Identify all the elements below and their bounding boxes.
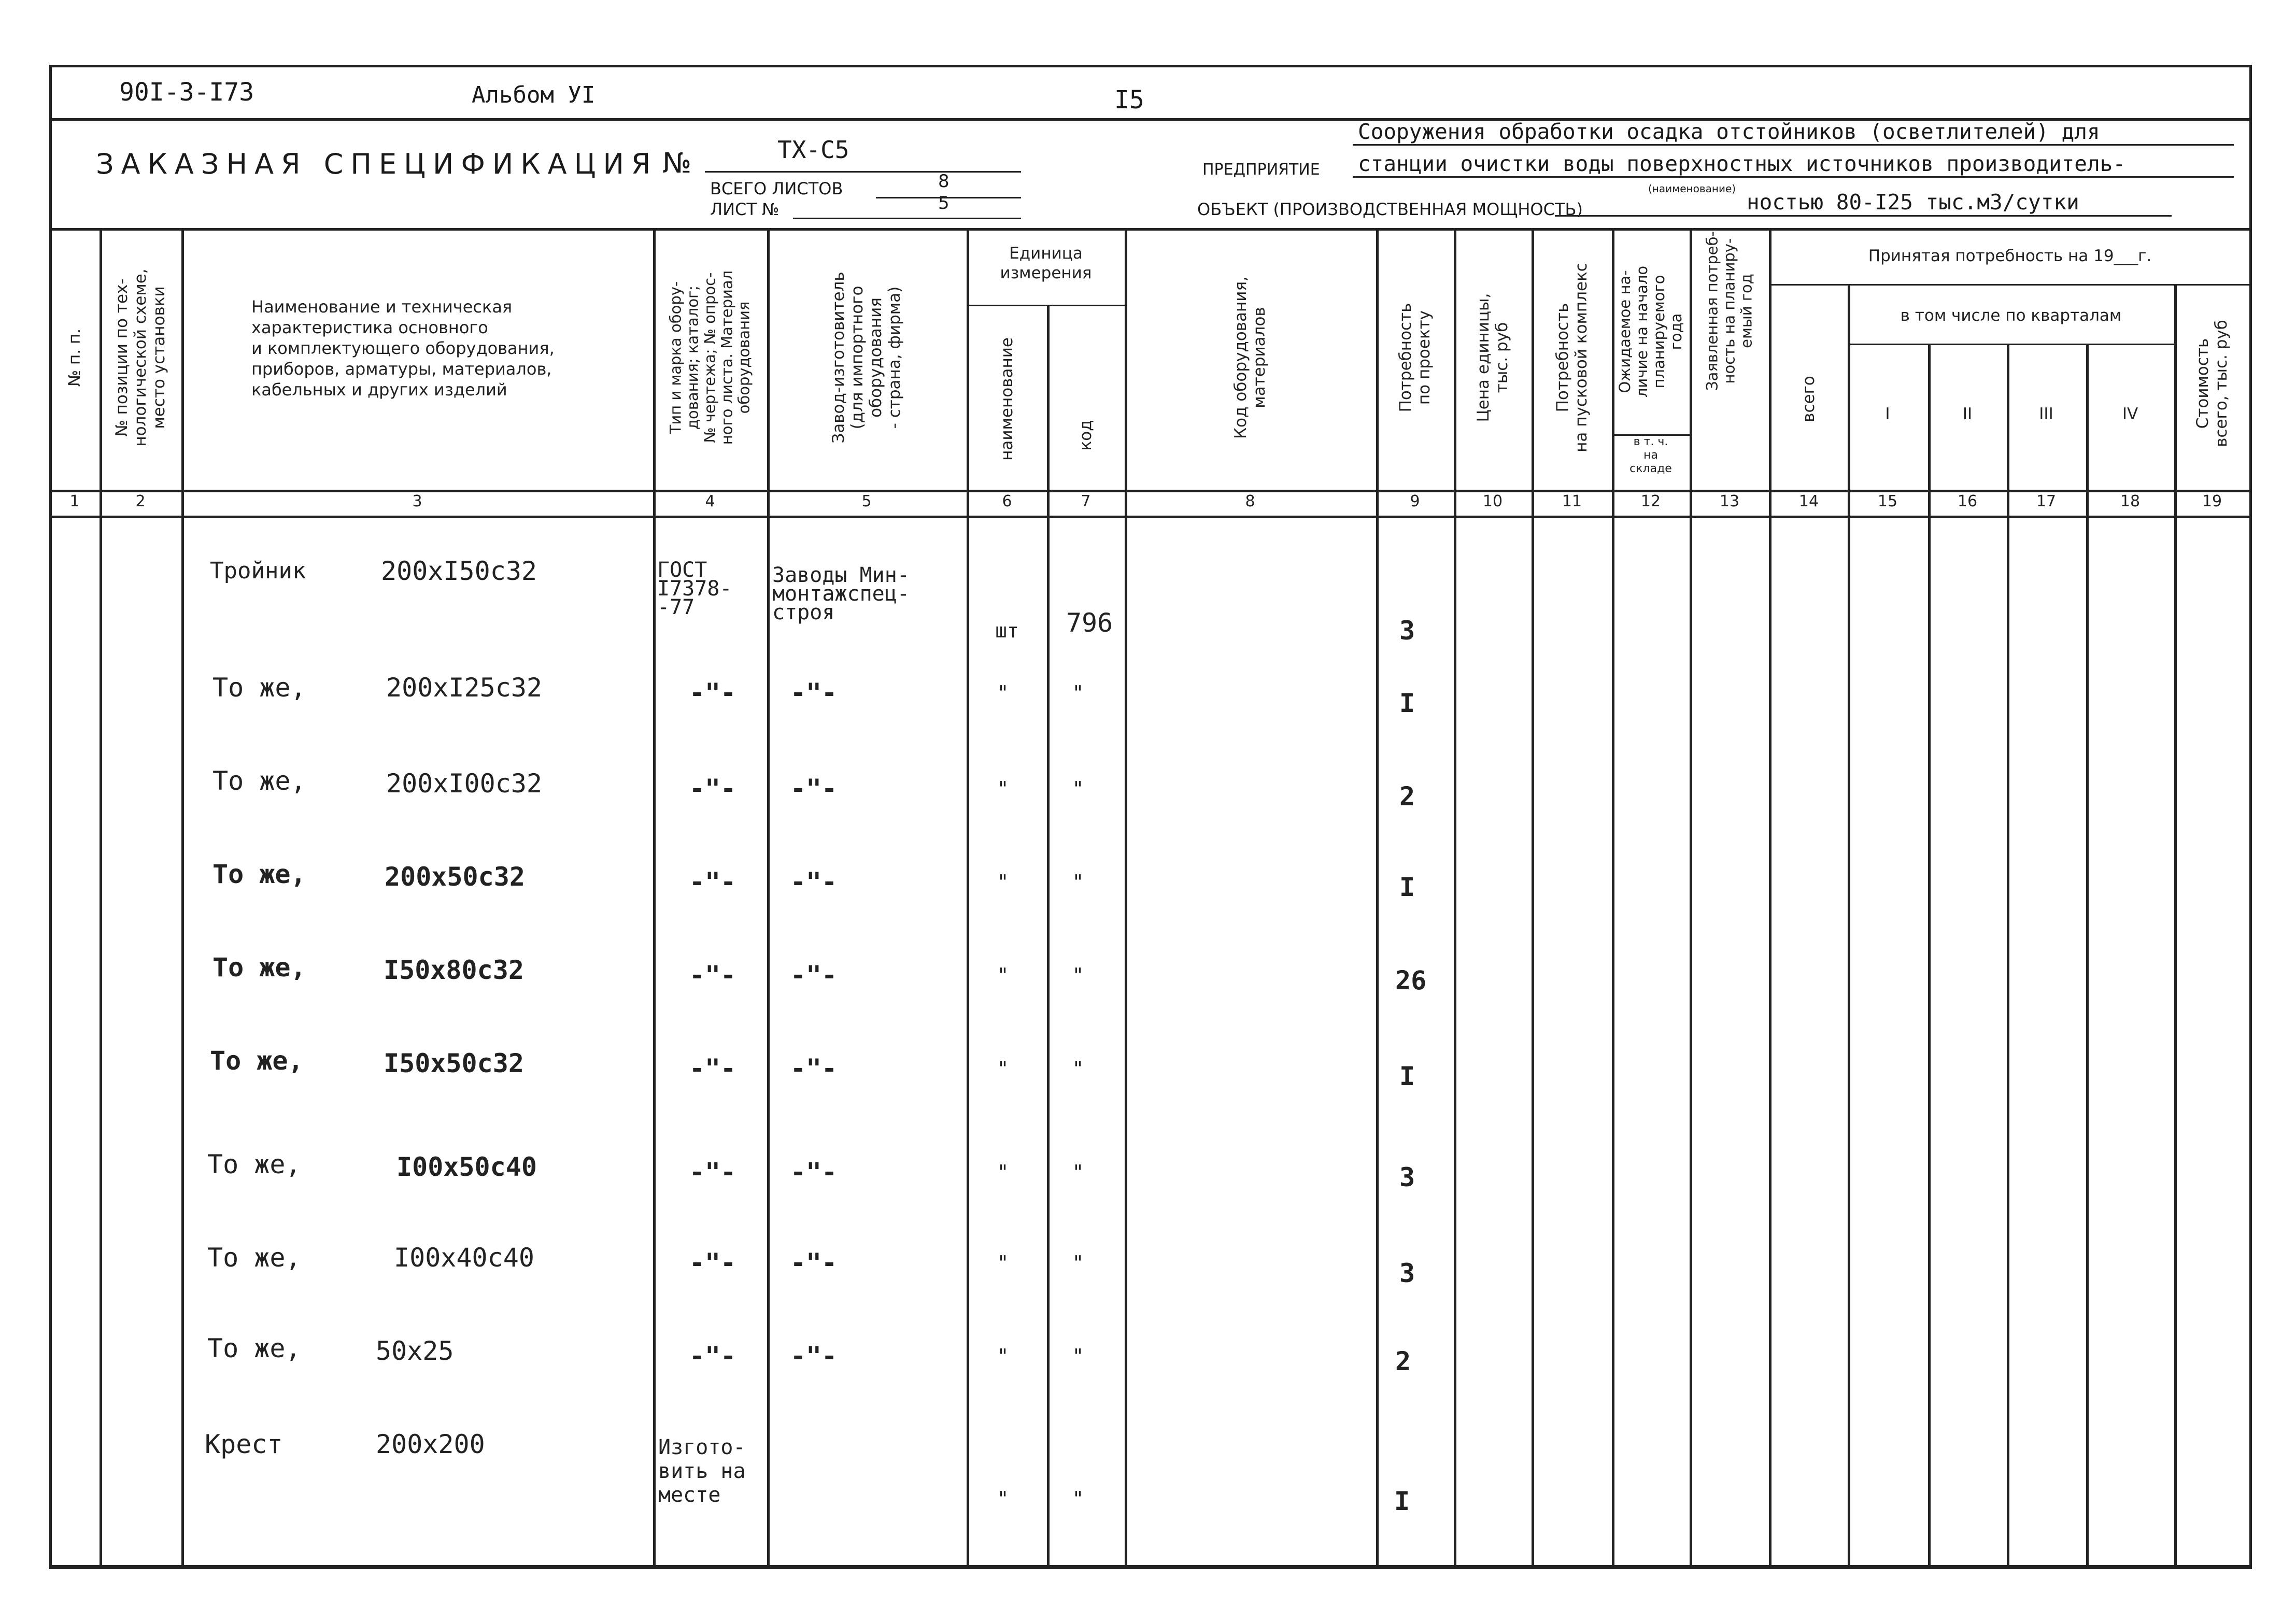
row-size: I50х80с32	[384, 955, 524, 985]
header-c18: IV	[2122, 405, 2138, 423]
row-code: "	[1072, 964, 1084, 987]
row-name: То же,	[210, 1046, 304, 1076]
header-unit-group: Единица измерения	[1000, 244, 1092, 282]
row-size: I00х50с40	[396, 1152, 537, 1182]
col-number: 8	[1245, 492, 1255, 510]
col-line-14	[1848, 284, 1850, 1566]
header-c5: Завод-изготовитель (для импортного оборудования - страна, фирма)	[829, 272, 904, 444]
col-number: 13	[1719, 492, 1740, 510]
row-maker: -"-	[790, 774, 838, 804]
header-c9: Потребность по проекту	[1396, 303, 1434, 412]
col-line-9	[1454, 228, 1456, 1566]
row-unit: "	[997, 1345, 1009, 1368]
row-size: 200х200	[376, 1429, 485, 1459]
col-number: 19	[2202, 492, 2222, 510]
form-number: ТХ-С5	[777, 136, 849, 164]
row-name: То же,	[212, 673, 306, 703]
row-qty: I	[1394, 1486, 1410, 1516]
object-underline	[1555, 215, 2172, 217]
row-maker: -"-	[790, 1248, 838, 1278]
frame-right-line	[2249, 65, 2252, 1568]
number-sign: №	[662, 147, 692, 179]
row-qty: 2	[1395, 1346, 1411, 1376]
object-value: ностью 80-I25 тыс.м3/сутки	[1747, 190, 2079, 215]
header-c3: Наименование и техническая характеристика основного и комплектующего оборудования, приборов, арматуры, материалов, кабельных и других изделий	[251, 297, 555, 400]
row-name: Крест	[205, 1429, 283, 1459]
row-type: -"-	[689, 1054, 736, 1084]
col-number: 17	[2036, 492, 2057, 510]
col-line-7	[1125, 228, 1127, 1566]
header-accepted: Принятая потребность на 19___г.	[1868, 247, 2152, 265]
row-code: 796	[1066, 608, 1113, 638]
col-line-3	[653, 228, 656, 1566]
row-size: 200х50с32	[385, 862, 525, 892]
row-qty: I	[1399, 688, 1415, 718]
row-unit: "	[997, 777, 1009, 800]
row-unit: "	[997, 1161, 1009, 1184]
col-number: 6	[1002, 492, 1012, 510]
row-unit: "	[997, 964, 1009, 987]
row-type: -"-	[689, 774, 736, 804]
row-size: 200хI00с32	[386, 769, 543, 799]
row-qty: I	[1399, 1061, 1415, 1091]
col-number: 5	[861, 492, 872, 510]
header-c2: № позиции по тех- нологической схеме, место установки	[112, 268, 168, 447]
header-c12-sub: в т. ч. на складе	[1629, 435, 1672, 475]
header-c8: Код оборудования, материалов	[1231, 276, 1269, 439]
col-number: 3	[412, 492, 422, 510]
row-maker: Заводы Мин- монтажспец- строя	[772, 563, 910, 624]
header-c11: Потребность на пусковой комплекс	[1553, 263, 1591, 452]
row-size: 200хI50с32	[381, 556, 537, 586]
enterprise-underline-1	[1353, 144, 2234, 146]
row-unit: шт	[995, 619, 1019, 642]
row-qty: 3	[1399, 1162, 1415, 1192]
row-size: I00х40с40	[394, 1243, 534, 1273]
col-line-6	[1047, 305, 1050, 1566]
row-unit: "	[997, 871, 1009, 893]
enterprise-label: ПРЕДПРИЯТИЕ	[1202, 161, 1320, 179]
frame-top-line	[49, 65, 2252, 67]
row-code: "	[1072, 1057, 1084, 1080]
col-number: 9	[1410, 492, 1420, 510]
col-number: 14	[1798, 492, 1819, 510]
header-c17: III	[2039, 405, 2053, 423]
document-code: 90I-3-I73	[119, 78, 254, 107]
col-number: 2	[135, 492, 146, 510]
row-type: -"-	[689, 678, 736, 708]
row-name: То же,	[212, 952, 306, 983]
header-c13: Заявленная потреб- ность на планиру- емый год	[1703, 231, 1755, 391]
header-c15: I	[1885, 405, 1890, 423]
col-number: 16	[1957, 492, 1978, 510]
row-unit: "	[997, 681, 1009, 704]
row-unit: "	[997, 1251, 1009, 1274]
row-unit: "	[997, 1057, 1009, 1080]
header-c14: всего	[1799, 376, 1818, 422]
row-type: -"-	[689, 960, 736, 990]
col-line-17	[2086, 344, 2089, 1566]
col-number: 12	[1640, 492, 1661, 510]
sheet-label: ЛИСТ №	[710, 200, 779, 219]
col-line-4	[767, 228, 770, 1566]
row-name: Тройник	[210, 558, 306, 584]
row-code: "	[1072, 1251, 1084, 1274]
row-qty: 2	[1399, 781, 1415, 812]
sheet-number-value: 5	[938, 193, 949, 214]
col-line-12	[1690, 228, 1692, 1566]
table-colnum-top-line	[49, 490, 2252, 492]
col-line-11	[1612, 228, 1614, 1566]
row-maker: -"-	[790, 1157, 838, 1187]
row-name: То же,	[212, 859, 306, 889]
enterprise-underline-2	[1353, 176, 2234, 178]
col-number: 18	[2120, 492, 2141, 510]
header-c19: Стоимость всего, тыс. руб	[2193, 320, 2231, 447]
header-c7: код	[1076, 420, 1095, 451]
row-name: То же,	[207, 1243, 301, 1273]
row-maker: -"-	[790, 867, 838, 897]
frame-left-line	[49, 65, 52, 1568]
quarters-group-line	[1848, 344, 2177, 345]
row-code: "	[1072, 1161, 1084, 1184]
col-line-15	[1928, 344, 1931, 1566]
naming-note: (наименование)	[1648, 182, 1736, 195]
col-line-18	[2174, 284, 2177, 1566]
row-type: Изгото- вить на месте	[658, 1435, 746, 1507]
row-maker: -"-	[790, 1341, 838, 1371]
form-title: ЗАКАЗНАЯ СПЕЦИФИКАЦИЯ	[96, 148, 658, 180]
col-number: 11	[1562, 492, 1582, 510]
row-qty: 26	[1395, 965, 1427, 995]
form-number-underline	[705, 171, 1021, 173]
total-sheets-label: ВСЕГО ЛИСТОВ	[710, 179, 843, 198]
row-type: ГОСТ I7378- -77	[657, 558, 732, 619]
unit-group-line	[967, 305, 1126, 306]
table-top-line	[49, 228, 2252, 231]
row-type: -"-	[689, 1157, 736, 1187]
table-colnum-bottom-line	[49, 516, 2252, 518]
col-line-1	[100, 228, 102, 1566]
row-name: То же,	[212, 766, 306, 796]
col-number: 4	[705, 492, 715, 510]
accepted-group-line	[1770, 284, 2249, 286]
row-code: "	[1072, 777, 1084, 800]
row-code: "	[1072, 681, 1084, 704]
row-maker: -"-	[790, 1054, 838, 1084]
row-name: То же,	[207, 1333, 301, 1363]
sheet-number-underline	[793, 218, 1021, 219]
col-line-5	[967, 228, 969, 1566]
total-sheets-value: 8	[938, 171, 949, 192]
col-number: 15	[1877, 492, 1898, 510]
col-line-8	[1376, 228, 1379, 1566]
row-code: "	[1072, 1345, 1084, 1368]
row-size: I50х50с32	[384, 1048, 524, 1078]
col-line-2	[181, 228, 184, 1566]
object-label: ОБЪЕКТ (ПРОИЗВОДСТВЕННАЯ МОЩНОСТЬ)	[1197, 200, 1583, 219]
header-quarters: в том числе по кварталам	[1900, 306, 2122, 325]
frame-bottom-line	[49, 1565, 2252, 1569]
header-c6: наименование	[998, 337, 1016, 461]
row-size: 200хI25с32	[386, 673, 543, 703]
row-maker: -"-	[790, 960, 838, 990]
row-qty: 3	[1399, 616, 1415, 646]
row-qty: 3	[1399, 1258, 1415, 1288]
row-code: "	[1072, 871, 1084, 893]
col-line-10	[1532, 228, 1534, 1566]
col-number: 7	[1081, 492, 1091, 510]
album-label: Альбом УI	[472, 82, 596, 108]
row-type: -"-	[689, 867, 736, 897]
row-code: "	[1072, 1487, 1084, 1510]
col-number: 10	[1482, 492, 1503, 510]
page-number: I5	[1114, 86, 1144, 115]
col-line-13	[1769, 228, 1771, 1566]
header-c4: Тип и марка обору- дования; каталог; № чертежа; № опрос- ного листа. Материал оборудования	[667, 270, 753, 445]
header-c16: II	[1962, 405, 1973, 423]
header-c10: Цена единицы, тыс. руб	[1474, 293, 1511, 422]
row-name: То же,	[207, 1149, 301, 1179]
row-size: 50х25	[376, 1336, 454, 1366]
row-type: -"-	[689, 1248, 736, 1278]
header-c1: № п. п.	[65, 328, 84, 387]
row-unit: "	[997, 1487, 1009, 1510]
enterprise-value-line2: станции очистки воды поверхностных источников производитель-	[1358, 151, 2126, 176]
row-qty: I	[1399, 872, 1415, 902]
row-maker: -"-	[790, 678, 838, 708]
col-number: 1	[69, 492, 80, 510]
enterprise-value-line1: Сооружения обработки осадка отстойников (осветлителей) для	[1358, 119, 2100, 144]
row-type: -"-	[689, 1341, 736, 1371]
header-c12: Ожидаемое на- личие на начало планируемого года	[1616, 265, 1685, 398]
col-line-16	[2007, 344, 2009, 1566]
